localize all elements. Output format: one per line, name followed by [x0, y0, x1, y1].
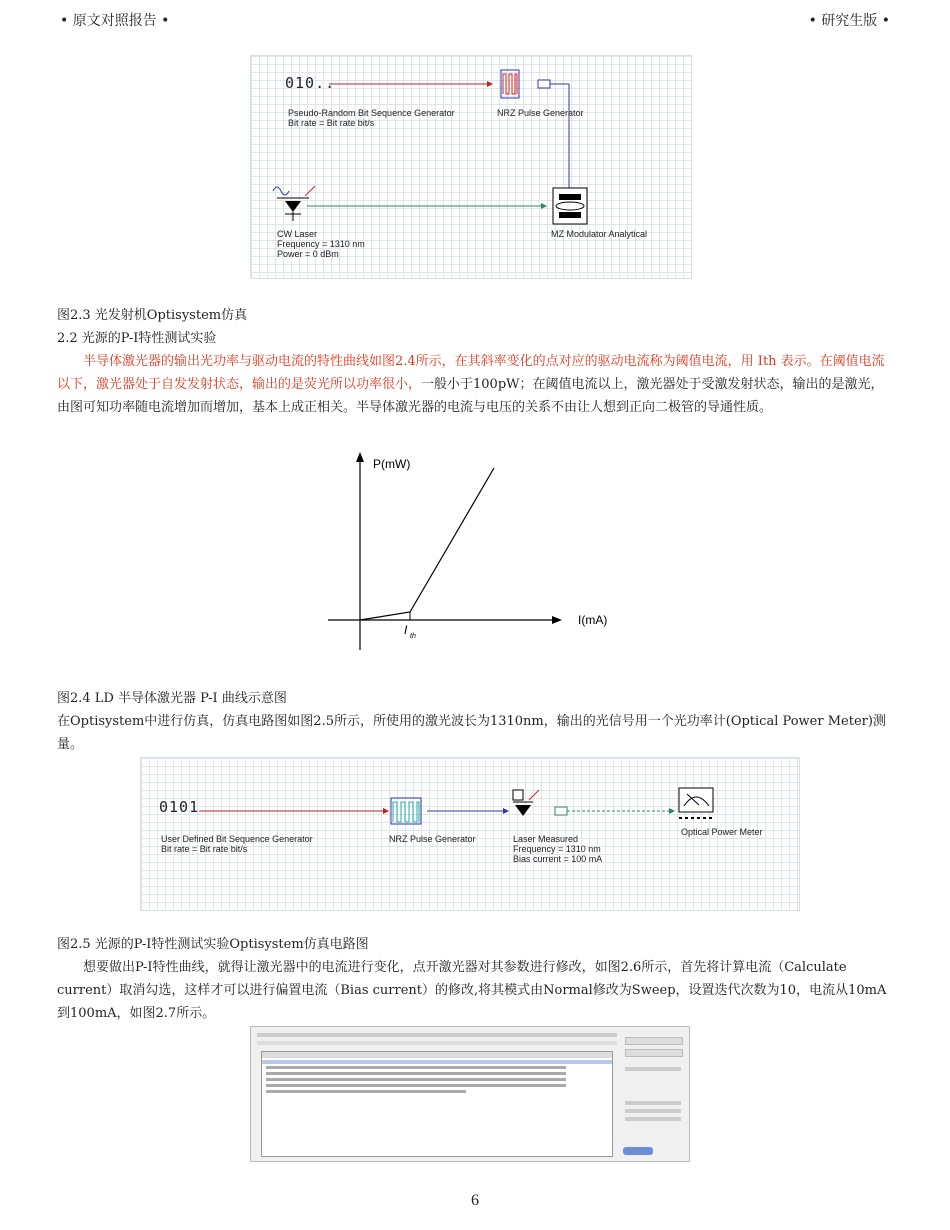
prbs-icon[interactable]: 010.. [285, 74, 336, 92]
cw-laser-freq: Frequency = 1310 nm [277, 239, 365, 249]
x-axis-label: I(mA) [578, 613, 608, 627]
figure-2-3 [250, 55, 692, 279]
prbs-name: Pseudo-Random Bit Sequence Generator [288, 108, 455, 118]
caption-2-3: 图2.3 光发射机Optisystem仿真 [57, 308, 248, 323]
header-left: • 原文对照报告 • [60, 13, 170, 29]
paragraph-3: 想要做出P-I特性曲线，就得让激光器中的电流进行变化，点开激光器对其参数进行修改，如图2.6所示，首先将计算电流（Calculate current）取消勾选，这样才可以进行偏置电流（Bias current）的修改,将其模式由Normal修改为Sweep，设置迭代次数为10，电流从10mA到100mA，如图2.7所示。 [57, 960, 887, 1021]
section-2-2-heading: 2.2 光源的P-I特性测试实验 [57, 331, 217, 346]
laser-measured-name: Laser Measured [513, 834, 579, 844]
figure-2-6-dialog-screenshot [250, 1026, 690, 1162]
mz-modulator-name: MZ Modulator Analytical [551, 229, 648, 239]
ubs-icon[interactable]: 0101 [159, 798, 200, 816]
header-right: • 研究生版 • [808, 13, 890, 29]
paragraph-1-highlight: 半导体激光器的输出光功率与驱动电流的特性曲线如图2.4所示，在其斜率变化的点对应的驱动电流称为阈值电流，用 Ith 表示。在阈值电流以下，激光器处于自发发射状态，输出的是荧光所以功率很小， [57, 354, 885, 392]
paragraph-1 [57, 350, 887, 419]
ubs-name: User Defined Bit Sequence Generator [161, 834, 313, 844]
nrz-name-2: NRZ Pulse Generator [389, 834, 476, 844]
figure-2-4-pi-curve [320, 450, 630, 660]
prbs-param: Bit rate = Bit rate bit/s [288, 118, 375, 128]
paragraph-1-rest: 一般小于100pW；在阈值电流以上，激光器处于受激发射状态，输出的是激光，由图可知功率随电流增加而增加，基本上成正相关。半导体激光器的电流与电压的关系不由让人想到正向二极管的导通性质。 [57, 377, 884, 415]
ith-label: I [404, 623, 408, 637]
paragraph-2: 在Optisystem中进行仿真，仿真电路图如图2.5所示，所使用的激光波长为1310nm，输出的光信号用一个光功率计(Optical Power Meter)测量。 [57, 714, 886, 752]
laser-measured-bias: Bias current = 100 mA [513, 854, 603, 864]
nrz-name: NRZ Pulse Generator [497, 108, 584, 118]
cw-laser-name: CW Laser [277, 229, 318, 239]
ubs-param: Bit rate = Bit rate bit/s [161, 844, 248, 854]
caption-2-4: 图2.4 LD 半导体激光器 P-I 曲线示意图 [57, 691, 287, 706]
ith-subscript: th [410, 633, 416, 640]
figure-2-5 [140, 757, 800, 911]
page-number: 6 [471, 1192, 479, 1209]
optical-power-meter-name: Optical Power Meter [681, 827, 763, 837]
caption-2-5: 图2.5 光源的P-I特性测试实验Optisystem仿真电路图 [57, 937, 369, 952]
y-axis-label: P(mW) [373, 457, 411, 471]
laser-measured-freq: Frequency = 1310 nm [513, 844, 601, 854]
cw-laser-power: Power = 0 dBm [277, 249, 339, 259]
